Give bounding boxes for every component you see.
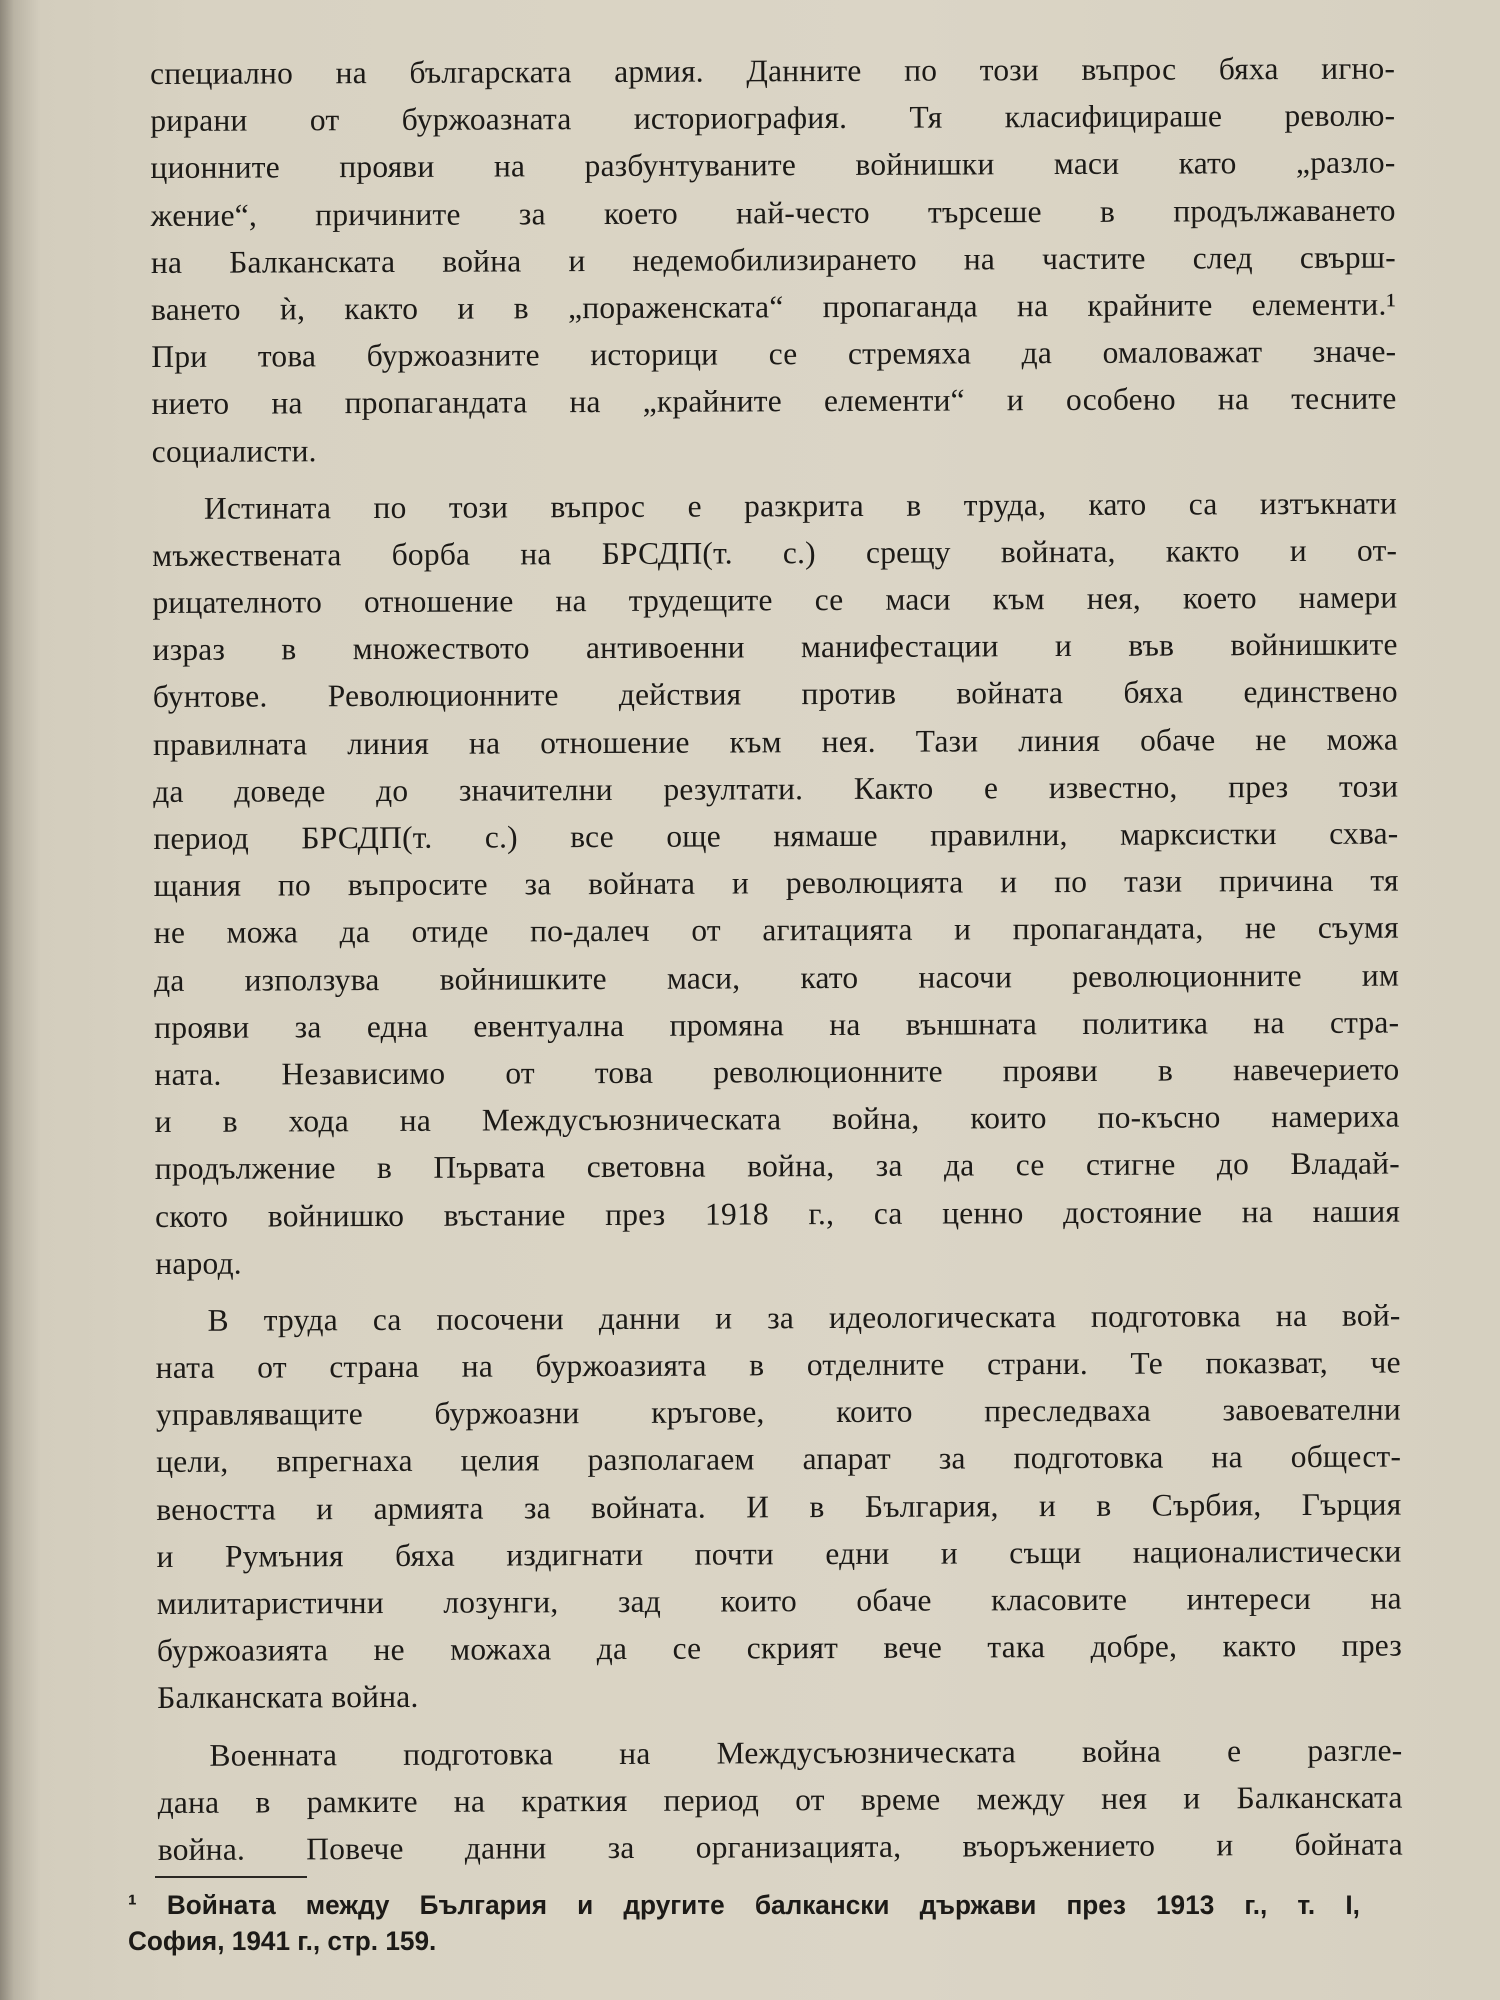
text-line: прояви за една евентуална промяна на външната политика на стра- (154, 1004, 1400, 1045)
text-line: и в хода на Междусъюзническата война, които по-късно намериха (154, 1098, 1400, 1140)
footnote-line: ¹ Войната между България и другите балкански държави през 1913 г., т. I, (128, 1890, 1360, 1920)
text-line: израз в множеството антивоенни манифестации и във войнишките (152, 626, 1398, 668)
text-line: период БРСДП(т. с.) все още нямаше правилни, марксистки схва- (153, 815, 1399, 856)
text-line: ната от страна на буржоазията в отделните страни. Те показват, че (155, 1344, 1401, 1386)
text-line: щания по въпросите за войната и революцията и по тази причина тя (153, 862, 1399, 904)
paragraph (157, 1726, 1403, 1873)
text-line: ското войнишко въстание през 1918 г., са ценно достояние на нашия (155, 1193, 1401, 1234)
text-line: Военната подготовка на Междусъюзническата война е разгле- (209, 1732, 1403, 1773)
text-line: нието на пропагандата на „крайните елементи“ и особено на тесните (151, 380, 1397, 422)
text-line: управляващите буржоазни кръгове, които преследваха завоевателни (155, 1391, 1402, 1433)
text-line: милитаристични лозунги, зад които обаче класовите интереси на (156, 1580, 1402, 1621)
text-line: правилната линия на отношение към нея. Тази линия обаче не можа (152, 721, 1399, 762)
text-line: на Балканската война и недемобилизирането на частите след свърш- (150, 239, 1396, 280)
text-line: рицателното отношение на трудещите се маси към нея, което намери (152, 579, 1398, 621)
text-line: веността и армията за войната. И в България, и в Сърбия, Гърция (156, 1486, 1402, 1527)
body-text (150, 45, 1403, 1884)
text-line: Балканската война. (157, 1679, 419, 1716)
text-line: Истината по този въпрос е разкрита в труда, като са изтъкнати (203, 485, 1398, 526)
text-line: рирани от буржоазната историография. Тя класифицираше револю- (150, 97, 1396, 139)
text-line: жение“, причините за което най-често търсеше в продължаването (150, 192, 1396, 233)
footnote (128, 1887, 1398, 1959)
paragraph (152, 479, 1400, 1287)
text-line: цели, впрегнаха целия разполагаем апарат за подготовка на общест- (156, 1438, 1402, 1480)
text-line: В труда са посочени данни и за идеологическата подготовка на вой- (207, 1297, 1401, 1338)
text-line: да използува войнишките маси, като насочи революционните им (153, 957, 1400, 998)
paragraph (150, 45, 1397, 475)
text-line: бунтове. Революционните действия против войната бяха единствено (152, 673, 1398, 715)
text-line: народ. (155, 1245, 242, 1281)
text-line: не можа да отиде по-далеч от агитацията и пропагандата, не съумя (153, 909, 1399, 951)
text-line: специално на българската армия. Данните по този въпрос бяха игно- (150, 50, 1396, 91)
footnote-line: София, 1941 г., стр. 159. (128, 1926, 437, 1956)
text-line: война. Повече данни за организацията, въоръжението и бойната (157, 1826, 1403, 1867)
text-line: и Румъния бяха издигнати почти едни и същи националистически (156, 1533, 1402, 1574)
text-line: дана в рамките на краткия период от време между нея и Балканската (157, 1779, 1403, 1820)
text-line: ването ѝ, както и в „пораженската“ пропаганда на крайните елементи.¹ (151, 286, 1397, 327)
text-line: да доведе до значителни резултати. Както е известно, през този (153, 768, 1399, 809)
text-line: ната. Независимо от това революционните прояви в навечерието (154, 1051, 1400, 1092)
text-line: мъжествената борба на БРСДП(т. с.) срещу войната, както и от- (152, 532, 1398, 573)
text-line: ционните прояви на разбунтуваните войнишки маси като „разло- (150, 144, 1396, 186)
text-line: При това буржоазните историци се стремяха да омаловажат значе- (151, 333, 1397, 375)
footnote-divider (155, 1876, 307, 1878)
text-line: буржоазията не можаха да се скрият вече така добре, както през (156, 1627, 1403, 1669)
paragraph (155, 1291, 1402, 1721)
text-line: социалисти. (151, 432, 317, 469)
text-line: продължение в Първата световна война, за да се стигне до Владай- (154, 1145, 1400, 1187)
